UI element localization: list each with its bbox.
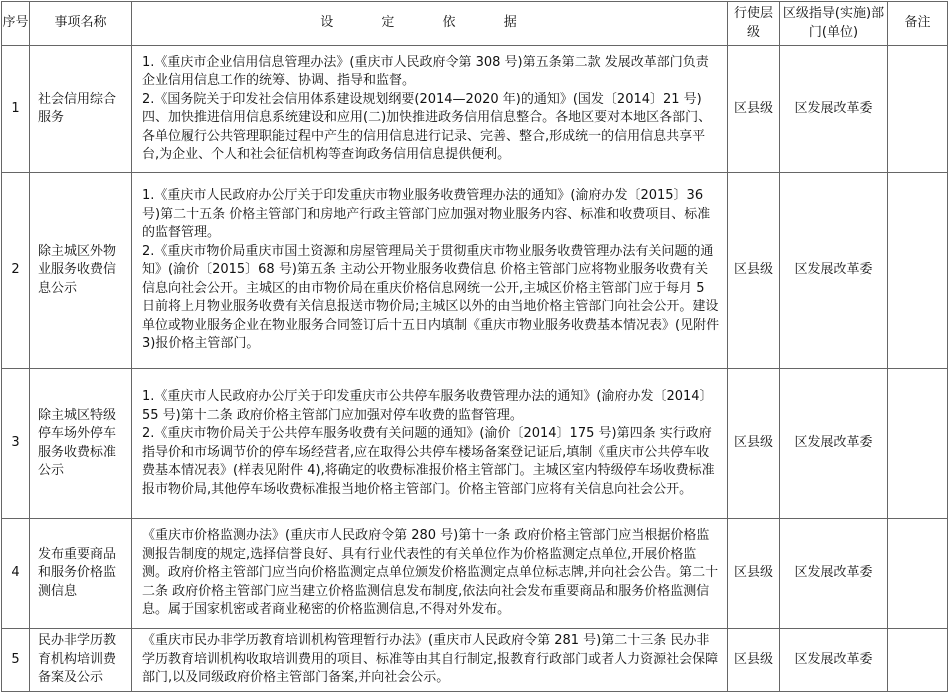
legal-basis: 1.《重庆市企业信用信息管理办法》(重庆市人民政府令第 308 号)第五条第二款 发展改革部门负责企业信用信息工作的统筹、协调、指导和监督。 2.《国务院关于印发社会信用体系建设规划纲要(2014—2020 年)的通知》(国发〔2014〕21 号)四、加快推进信用信息系统建设和应用(二)加快推进政务信用信息整合。各地区要对本地区各部门、各单位履行公共管理职能过程中产生的信用信息进行记录、完善、整合,形成统一的信用信息共享平台,为企业、个人和社会征信机构等查询政务信用信息提供便利。 (132, 46, 728, 173)
header-basis: 设 定 依 据 (132, 2, 728, 46)
header-level: 行使层级 (728, 2, 780, 46)
table-row (2, 629, 948, 692)
legal-basis: 1.《重庆市人民政府办公厅关于印发重庆市物业服务收费管理办法的通知》(渝府办发〔2015〕36 号)第二十五条 价格主管部门和房地产行政主管部门应加强对物业服务内容、标准和收费项目、标准的监督管理。 2.《重庆市物价局重庆市国土资源和房屋管理局关于贯彻重庆市物业服务收费管理办法有关问题的通知》(渝价〔2015〕68 号)第五条 主动公开物业服务收费信息 价格主管部门应将物业服务收费有关信息向社会公开。主城区的由市物价局在重庆价格信息网统一公开,主城区价格主管部门应于每月 5 日前将上月物业服务收费有关信息报送市物价局;主城区以外的由当地价格主管部门向社会公开。建设单位或物业服务企业在物业服务合同签订后十五日内填制《重庆市物业服务收费基本情况表》(见附件 3)报价格主管部门。 (132, 173, 728, 369)
item-name: 社会信用综合服务 (30, 46, 132, 173)
exercise-level: 区县级 (728, 46, 780, 173)
header-num: 序号 (2, 2, 30, 46)
row-number: 5 (2, 629, 30, 692)
row-number: 3 (2, 369, 30, 519)
guiding-department: 区发展改革委 (780, 519, 888, 629)
row-number: 2 (2, 173, 30, 369)
table-row (2, 173, 948, 369)
item-name: 民办非学历教育机构培训费备案及公示 (30, 629, 132, 692)
remarks (888, 519, 948, 629)
header-note: 备注 (888, 2, 948, 46)
guiding-department: 区发展改革委 (780, 369, 888, 519)
remarks (888, 173, 948, 369)
header-dept: 区级指导(实施)部门(单位) (780, 2, 888, 46)
remarks (888, 629, 948, 692)
legal-basis: 1.《重庆市人民政府办公厅关于印发重庆市公共停车服务收费管理办法的通知》(渝府办发〔2014〕55 号)第十二条 政府价格主管部门应加强对停车收费的监督管理。 2.《重庆市物价局关于公共停车服务收费有关问题的通知》(渝价〔2014〕175 号)第四条 实行政府指导价和市场调节价的停车场经营者,应在取得公共停车楼场备案登记证后,填制《重庆市公共停车收费基本情况表》(样表见附件 4),将确定的收费标准报价格主管部门。主城区室内特级停车场收费标准报市物价局,其他停车场收费标准报当地价格主管部门。价格主管部门应将有关信息向社会公开。 (132, 369, 728, 519)
guiding-department: 区发展改革委 (780, 173, 888, 369)
item-name: 除主城区外物业服务收费信息公示 (30, 173, 132, 369)
row-number: 4 (2, 519, 30, 629)
remarks (888, 46, 948, 173)
matters-table (1, 1, 948, 692)
table-row (2, 46, 948, 173)
item-name: 发布重要商品和服务价格监测信息 (30, 519, 132, 629)
legal-basis: 《重庆市民办非学历教育培训机构管理暂行办法》(重庆市人民政府令第 281 号)第二十三条 民办非学历教育培训机构收取培训费用的项目、标准等由其自行制定,报教育行政部门或者人力资源社会保障部门,以及同级政府价格主管部门备案,并向社会公示。 (132, 629, 728, 692)
legal-basis: 《重庆市价格监测办法》(重庆市人民政府令第 280 号)第十一条 政府价格主管部门应当根据价格监测报告制度的规定,选择信誉良好、具有行业代表性的有关单位作为价格监测定点单位,开展价格监测。政府价格主管部门应当向价格监测定点单位颁发价格监测定点单位标志牌,并向社会公告。第二十二条 政府价格主管部门应当建立价格监测信息发布制度,依法向社会发布重要商品和服务价格监测信息。属于国家机密或者商业秘密的价格监测信息,不得对外发布。 (132, 519, 728, 629)
table-row (2, 369, 948, 519)
item-name: 除主城区特级停车场外停车服务收费标准公示 (30, 369, 132, 519)
exercise-level: 区县级 (728, 519, 780, 629)
table-row (2, 519, 948, 629)
exercise-level: 区县级 (728, 173, 780, 369)
header-name: 事项名称 (30, 2, 132, 46)
guiding-department: 区发展改革委 (780, 629, 888, 692)
remarks (888, 369, 948, 519)
exercise-level: 区县级 (728, 629, 780, 692)
row-number: 1 (2, 46, 30, 173)
guiding-department: 区发展改革委 (780, 46, 888, 173)
header-row (2, 2, 948, 46)
exercise-level: 区县级 (728, 369, 780, 519)
